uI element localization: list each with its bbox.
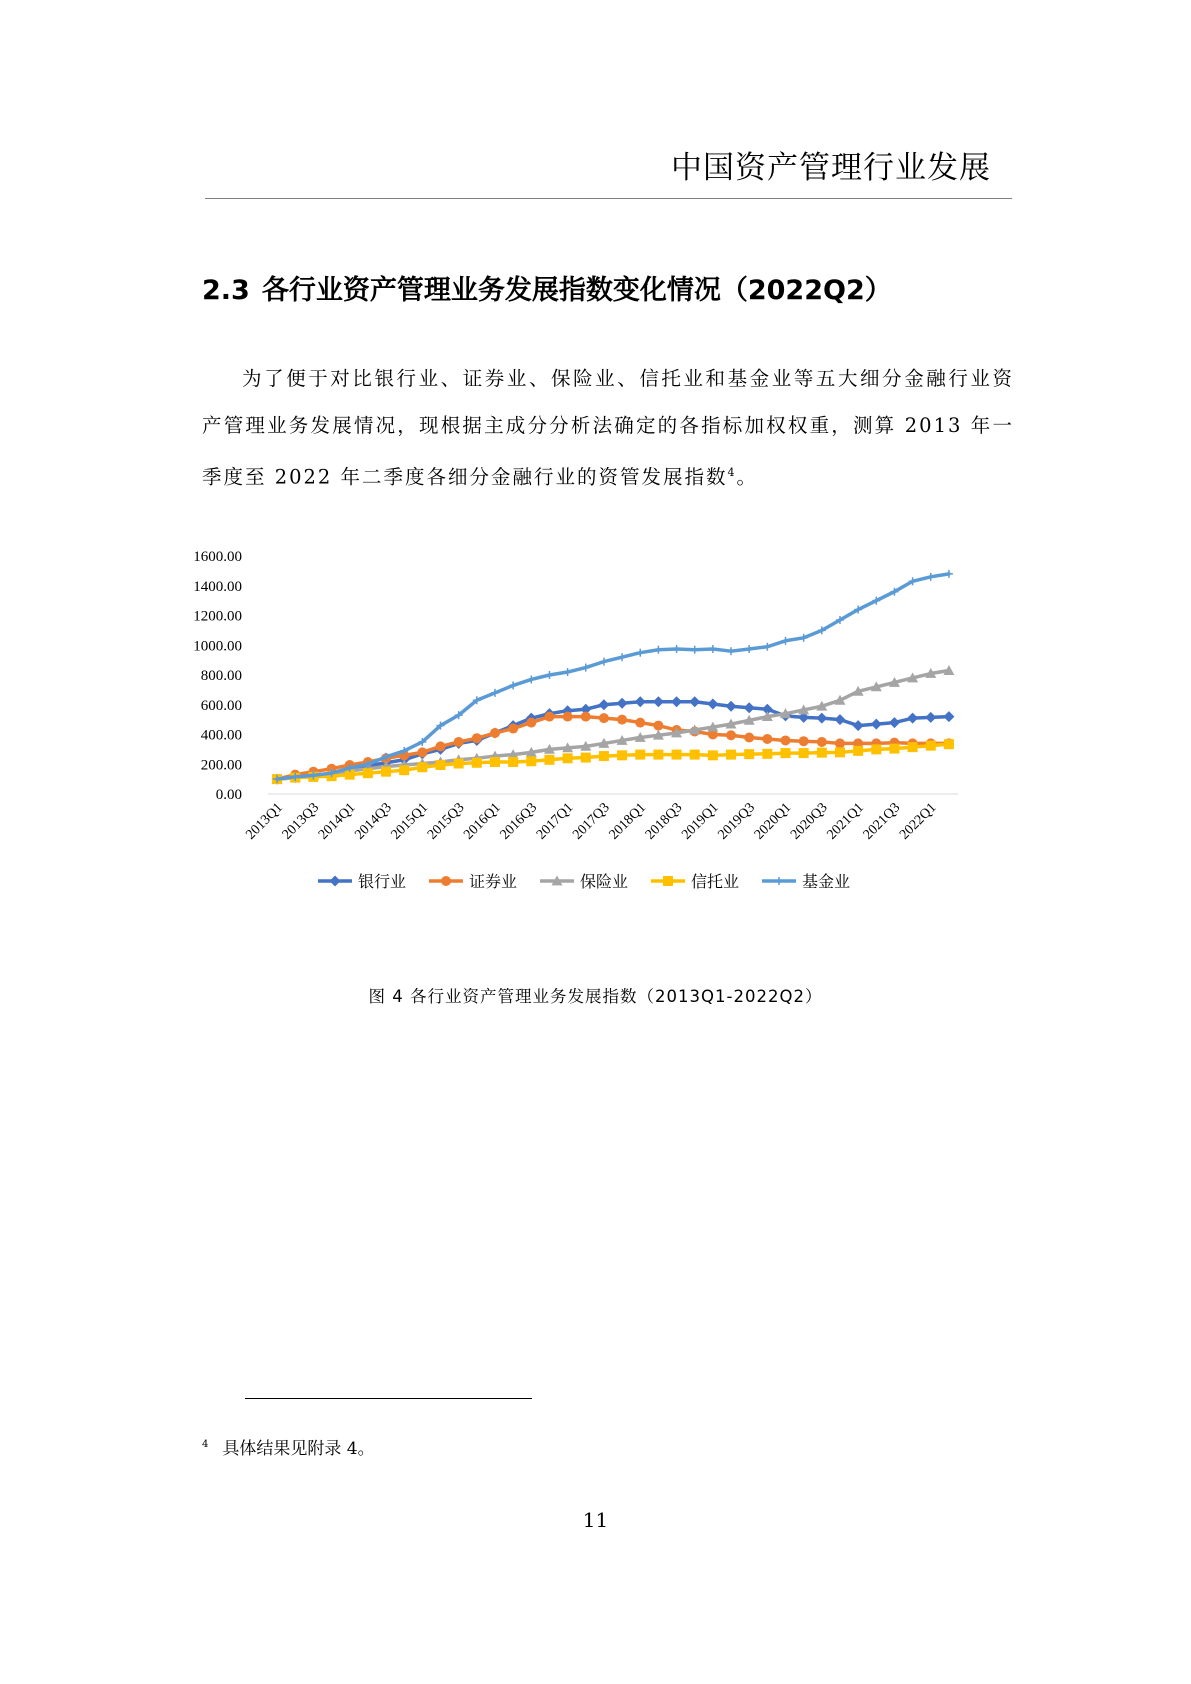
- x-tick-label: 2020Q1: [751, 800, 795, 843]
- data-point: [834, 714, 845, 725]
- footnote-divider: [245, 1398, 532, 1399]
- data-point: [908, 742, 918, 752]
- series-line: [277, 717, 949, 779]
- data-point: [871, 719, 882, 730]
- section-number: 2.3: [202, 275, 250, 306]
- data-point: [600, 658, 608, 666]
- data-point: [635, 718, 645, 728]
- data-point: [708, 750, 718, 760]
- data-point: [726, 701, 737, 712]
- data-point: [417, 747, 427, 757]
- data-point: [944, 739, 954, 749]
- data-point: [599, 713, 609, 723]
- data-point: [563, 712, 573, 722]
- data-point: [636, 649, 644, 657]
- data-point: [653, 721, 663, 731]
- data-point: [762, 749, 772, 759]
- data-point: [617, 698, 628, 709]
- data-point: [617, 715, 627, 725]
- data-point: [853, 746, 863, 756]
- x-tick-label: 2018Q1: [606, 800, 650, 843]
- data-point: [781, 748, 791, 758]
- data-point: [472, 758, 482, 768]
- data-point: [599, 751, 609, 761]
- data-point: [744, 702, 755, 713]
- section-title: 各行业资产管理业务发展指数变化情况（2022Q2）: [261, 275, 892, 306]
- footnote: [202, 1434, 375, 1459]
- data-point: [508, 757, 518, 767]
- data-point: [381, 767, 391, 777]
- data-point: [527, 675, 535, 683]
- data-point: [889, 717, 900, 728]
- data-point: [581, 712, 591, 722]
- section-heading: [202, 268, 892, 307]
- x-tick-label: 2013Q3: [279, 800, 323, 843]
- data-point: [762, 734, 772, 744]
- data-point: [690, 750, 700, 760]
- legend-marker: [663, 876, 673, 886]
- data-point: [745, 645, 753, 653]
- data-point: [526, 756, 536, 766]
- footnote-text: 具体结果见附录 4。: [222, 1439, 375, 1459]
- data-point: [635, 750, 645, 760]
- legend-label: 证券业: [469, 874, 518, 891]
- x-tick-label: 2017Q3: [570, 800, 613, 843]
- data-point: [581, 753, 591, 763]
- data-point: [672, 750, 682, 760]
- data-point: [454, 737, 464, 747]
- y-tick-label: 600.00: [200, 697, 242, 714]
- x-tick-label: 2022Q1: [897, 800, 940, 843]
- figure-caption: 图 4 各行业资产管理业务发展指数（2013Q1-2022Q2）: [368, 987, 823, 1006]
- x-tick-label: 2018Q3: [642, 800, 686, 843]
- data-point: [889, 744, 899, 754]
- x-tick-label: 2021Q3: [860, 800, 904, 843]
- data-point: [726, 730, 736, 740]
- page-number: 11: [582, 1508, 609, 1532]
- data-point: [927, 573, 935, 581]
- data-point: [689, 696, 700, 707]
- legend-marker: [330, 876, 341, 887]
- y-tick-label: 800.00: [200, 668, 242, 684]
- y-tick-label: 1200.00: [193, 608, 242, 625]
- x-tick-label: 2019Q1: [679, 800, 722, 843]
- data-point: [490, 728, 500, 738]
- data-point: [871, 744, 881, 754]
- header-divider: [205, 198, 1012, 199]
- data-point: [654, 646, 662, 654]
- data-point: [744, 732, 754, 742]
- data-point: [925, 712, 936, 723]
- data-point: [709, 645, 717, 653]
- data-point: [727, 647, 735, 655]
- legend-marker: [441, 876, 451, 886]
- data-point: [545, 671, 553, 679]
- data-point: [508, 724, 518, 734]
- paragraph-end: 。: [736, 465, 759, 489]
- data-point: [544, 712, 554, 722]
- data-point: [399, 765, 409, 775]
- data-point: [564, 668, 572, 676]
- x-tick-label: 2015Q1: [388, 800, 432, 843]
- x-tick-label: 2016Q1: [461, 800, 504, 843]
- data-point: [782, 637, 790, 645]
- footnote-marker: 4: [202, 1439, 209, 1451]
- y-tick-label: 1000.00: [193, 638, 242, 655]
- data-point: [943, 711, 954, 722]
- data-point: [799, 748, 809, 758]
- data-point: [945, 570, 953, 578]
- data-point: [526, 718, 536, 728]
- data-point: [544, 755, 554, 765]
- legend-item: [762, 873, 850, 891]
- data-point: [598, 699, 609, 710]
- data-point: [781, 735, 791, 745]
- y-tick-label: 400.00: [200, 727, 242, 744]
- paragraph-text: 为了便于对比银行业、证券业、保险业、信托业和基金业等五大细分金融行业资产管理业务发展情况，现根据主成分分析法确定的各指标加权权重，测算 2013 年一季度至 2022 年二季度各细分金融行业的资管发展指数: [202, 367, 1014, 489]
- asset-management-index-chart: [190, 549, 1040, 975]
- legend-label: 银行业: [358, 874, 407, 891]
- legend-item: [540, 873, 628, 891]
- body-paragraph: [202, 355, 1014, 501]
- data-point: [763, 643, 771, 651]
- data-point: [707, 699, 718, 710]
- data-point: [835, 747, 845, 757]
- x-tick-label: 2019Q3: [715, 800, 759, 843]
- data-point: [907, 713, 918, 724]
- data-point: [673, 645, 681, 653]
- data-point: [472, 733, 482, 743]
- data-point: [691, 646, 699, 654]
- data-point: [436, 741, 446, 751]
- x-tick-label: 2020Q3: [788, 800, 831, 843]
- y-tick-label: 1600.00: [193, 549, 242, 565]
- legend-label: 信托业: [691, 874, 740, 891]
- data-point: [490, 757, 500, 767]
- data-point: [653, 696, 664, 707]
- x-tick-label: 2015Q3: [424, 800, 468, 843]
- data-point: [454, 759, 464, 769]
- data-point: [926, 741, 936, 751]
- data-point: [617, 750, 627, 760]
- legend-item: [429, 873, 517, 891]
- series-line: [277, 574, 949, 779]
- data-point: [653, 750, 663, 760]
- data-point: [816, 713, 827, 724]
- legend-label: 基金业: [802, 874, 851, 891]
- data-point: [417, 762, 427, 772]
- data-point: [853, 720, 864, 731]
- page-header-title: 中国资产管理行业发展: [671, 150, 991, 186]
- x-tick-label: 2013Q1: [243, 800, 286, 843]
- data-point: [726, 750, 736, 760]
- legend-item: [318, 873, 406, 891]
- data-point: [635, 696, 646, 707]
- data-point: [817, 737, 827, 747]
- x-tick-label: 2014Q3: [352, 800, 395, 843]
- data-point: [363, 768, 373, 778]
- data-point: [671, 696, 682, 707]
- data-point: [817, 748, 827, 758]
- legend-item: [651, 873, 739, 891]
- x-tick-label: 2017Q1: [533, 800, 577, 843]
- x-tick-label: 2016Q3: [497, 800, 541, 843]
- data-point: [436, 760, 446, 770]
- legend-marker: [775, 877, 783, 885]
- data-point: [799, 736, 809, 746]
- x-tick-label: 2021Q1: [824, 800, 867, 843]
- y-tick-label: 200.00: [200, 757, 242, 774]
- data-point: [618, 653, 626, 661]
- data-point: [744, 749, 754, 759]
- data-point: [582, 664, 590, 672]
- y-tick-label: 1400.00: [193, 578, 242, 595]
- data-point: [563, 753, 573, 763]
- y-tick-label: 0.00: [215, 787, 242, 803]
- data-point: [835, 738, 845, 748]
- x-tick-label: 2014Q1: [316, 800, 359, 843]
- legend-label: 保险业: [580, 874, 629, 891]
- footnote-reference: 4: [727, 466, 737, 479]
